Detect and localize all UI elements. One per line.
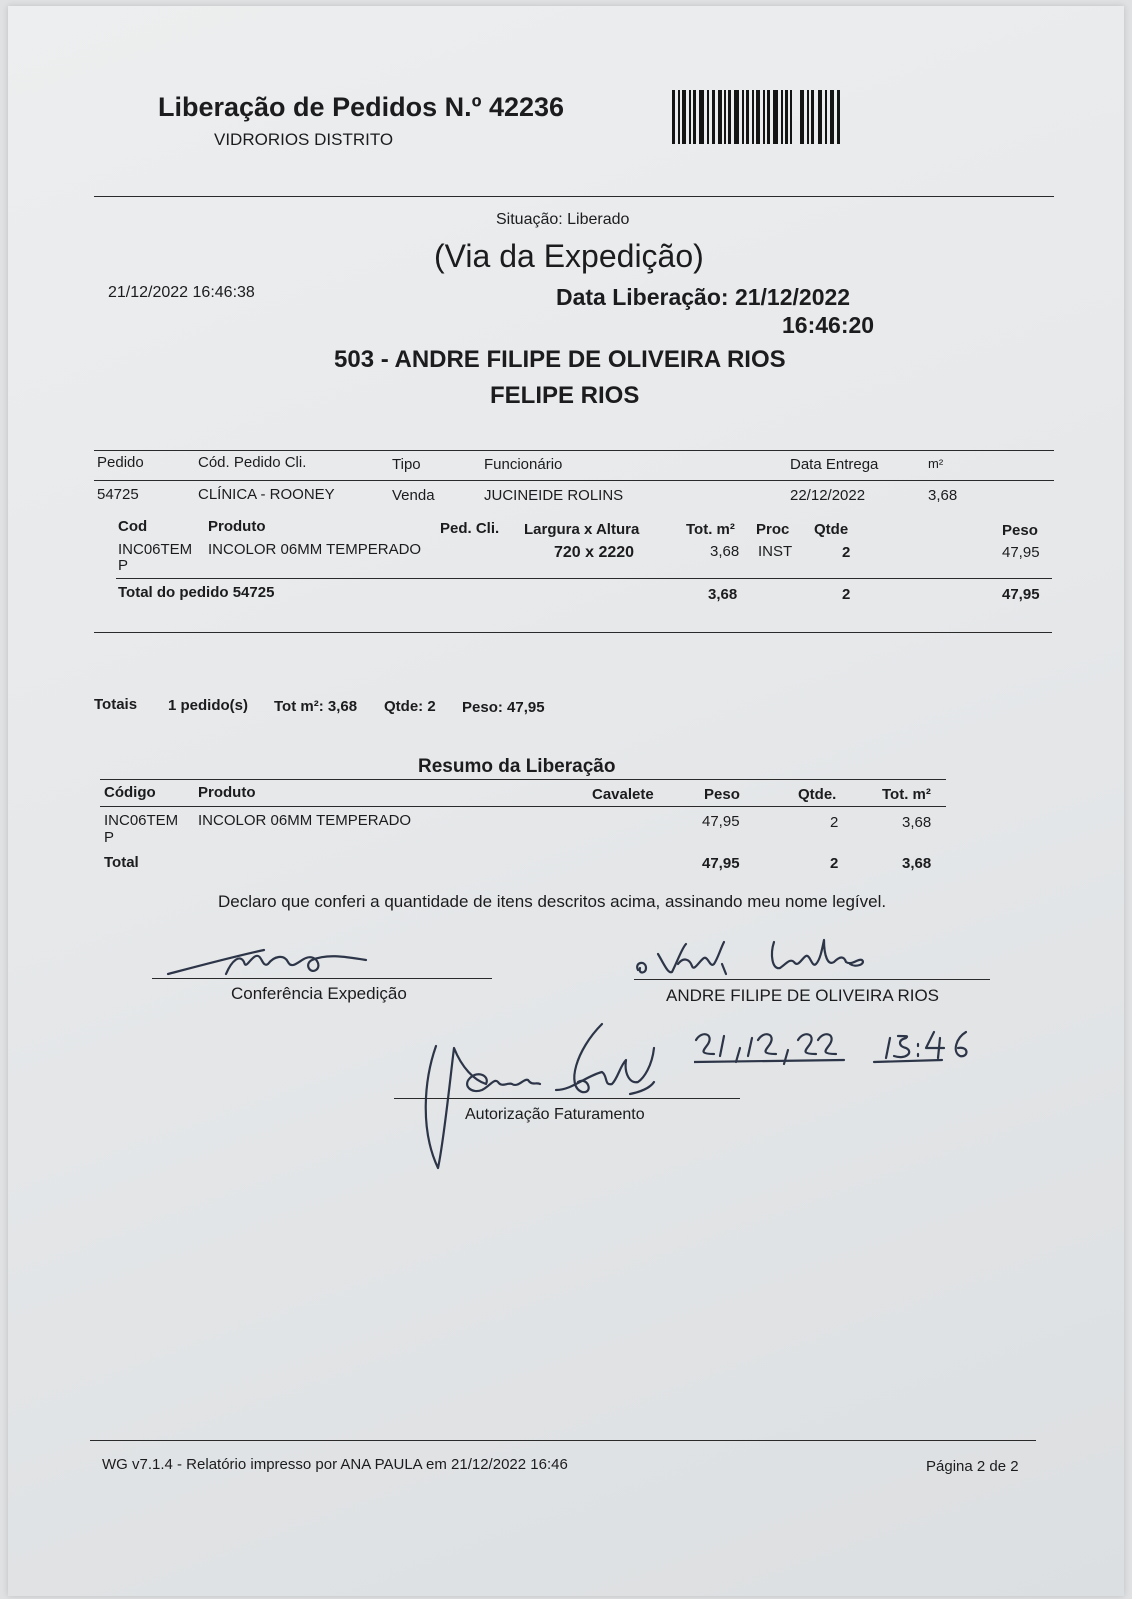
item-produto: INCOLOR 06MM TEMPERADO (208, 541, 422, 558)
summary-col-peso: Peso (704, 786, 740, 803)
release-time: 16:46:20 (782, 312, 875, 338)
item-qtde: 2 (842, 544, 851, 561)
totals-pedidos: 1 pedido(s) (168, 697, 249, 714)
summary-top-line (100, 779, 946, 780)
summary-tot-m2: 3,68 (902, 814, 932, 831)
order-total-peso: 47,95 (1002, 586, 1040, 603)
cliente-label: ANDRE FILIPE DE OLIVEIRA RIOS (666, 986, 940, 1005)
summary-col-tot-m2: Tot. m² (882, 786, 931, 803)
order-table-top-line (94, 450, 1054, 451)
item-cod-line2: P (118, 557, 129, 574)
conferencia-label: Conferência Expedição (231, 984, 407, 1003)
item-proc: INST (758, 543, 793, 560)
summary-col-produto: Produto (198, 784, 256, 801)
item-col-cod: Cod (118, 518, 148, 535)
cliente-signature (634, 934, 884, 982)
document-title: Liberação de Pedidos N.º 42236 (158, 92, 565, 122)
order-pedido: 54725 (97, 486, 139, 503)
item-col-largura-altura: Largura x Altura (524, 521, 640, 538)
document-page (8, 6, 1124, 1596)
order-total-label: Total do pedido 54725 (118, 584, 275, 601)
col-data-entrega: Data Entrega (790, 456, 879, 473)
release-date-line (556, 284, 850, 311)
summary-total-qtde: 2 (830, 855, 839, 872)
client-name: 503 - ANDRE FILIPE DE OLIVEIRA RIOS (334, 346, 786, 373)
item-dimensions: 720 x 2220 (554, 544, 635, 561)
order-funcionario: JUCINEIDE ROLINS (484, 487, 624, 504)
conferencia-signature (166, 942, 386, 980)
autorizacao-signature-line (394, 1098, 740, 1099)
item-tot-m2: 3,68 (710, 543, 740, 560)
footer-page-number: Página 2 de 2 (926, 1458, 1019, 1475)
status-label: Situação: Liberado (496, 211, 630, 228)
summary-total-peso: 47,95 (702, 855, 740, 872)
order-m2: 3,68 (928, 487, 958, 504)
autorizacao-signature (416, 1020, 666, 1170)
summary-produto: INCOLOR 06MM TEMPERADO (198, 812, 412, 829)
summary-total-tot-m2: 3,68 (902, 855, 932, 872)
barcode-icon (672, 90, 842, 144)
item-total-line (116, 578, 1052, 579)
company-name: VIDRORIOS DISTRITO (214, 130, 394, 149)
autorizacao-label: Autorização Faturamento (465, 1106, 645, 1123)
print-datetime: 21/12/2022 16:46:38 (108, 284, 255, 301)
summary-codigo-line2: P (104, 829, 115, 846)
totals-qtde: Qtde: 2 (384, 698, 436, 715)
col-m2: m² (928, 456, 944, 471)
summary-col-qtde: Qtde. (798, 786, 837, 803)
summary-col-cavalete: Cavalete (592, 786, 654, 803)
summary-total-label: Total (104, 854, 139, 871)
release-date: 21/12/2022 (734, 284, 851, 310)
order-cod-pedido-cli: CLÍNICA - ROONEY (198, 486, 335, 503)
totals-m2: Tot m²: 3,68 (274, 698, 358, 715)
order-data-entrega: 22/12/2022 (790, 487, 866, 504)
totals-peso: Peso: 47,95 (462, 699, 545, 716)
summary-codigo-line1: INC06TEM (104, 812, 179, 829)
order-table-header-line (94, 480, 1054, 481)
conferencia-signature-line (152, 978, 492, 979)
cliente-signature-line (634, 979, 990, 980)
declaration-text: Declaro que conferi a quantidade de itens descritos acima, assinando meu nome legível. (218, 892, 887, 911)
col-cod-pedido-cli: Cód. Pedido Cli. (198, 454, 307, 471)
summary-peso: 47,95 (702, 813, 740, 830)
order-total-m2: 3,68 (708, 586, 738, 603)
release-label: Data Liberação: (556, 284, 729, 310)
item-peso: 47,95 (1002, 544, 1040, 561)
col-pedido: Pedido (97, 454, 144, 471)
order-table-bottom-line (94, 632, 1052, 633)
summary-qtde: 2 (830, 814, 839, 831)
order-tipo: Venda (392, 487, 435, 504)
summary-col-codigo: Código (104, 784, 156, 801)
order-total-qtde: 2 (842, 586, 851, 603)
header-divider (94, 196, 1054, 197)
item-col-qtde: Qtde (814, 521, 849, 538)
item-col-produto: Produto (208, 518, 266, 535)
summary-title: Resumo da Liberação (418, 756, 616, 777)
handwritten-date (694, 1026, 984, 1072)
summary-header-line (100, 806, 946, 807)
item-cod-line1: INC06TEM (118, 541, 193, 558)
col-tipo: Tipo (392, 456, 421, 473)
item-col-tot-m2: Tot. m² (686, 521, 735, 538)
footer-print-info: WG v7.1.4 - Relatório impresso por ANA PAULA em 21/12/2022 16:46 (102, 1456, 568, 1473)
item-col-ped-cli: Ped. Cli. (440, 520, 500, 537)
copy-label: (Via da Expedição) (434, 238, 704, 274)
col-funcionario: Funcionário (484, 456, 563, 473)
client-nickname: FELIPE RIOS (490, 382, 640, 409)
totals-label: Totais (94, 696, 138, 713)
footer-divider (90, 1440, 1036, 1441)
item-col-proc: Proc (756, 521, 790, 538)
item-col-peso: Peso (1002, 522, 1038, 539)
